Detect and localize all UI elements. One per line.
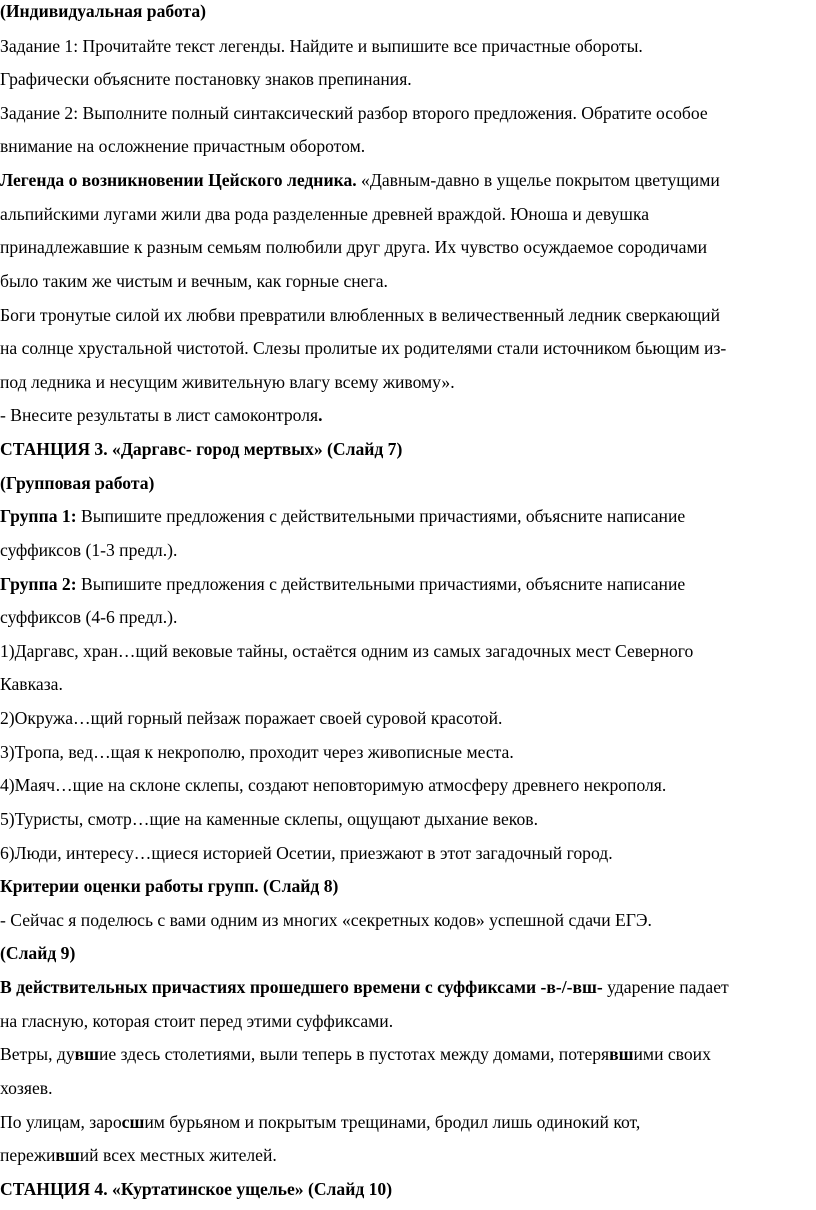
legend-line2: альпийскими лугами жили два рода разделенные древней враждой. Юноша и девушка xyxy=(0,204,650,224)
sentence-1: 1)Даргавс, хран…щий вековые тайны, остаётся одним из самых загадочных мест Северного xyxy=(0,641,694,661)
legend-line3: принадлежавшие к разным семьям полюбили друг друга. Их чувство осуждаемое сородичами xyxy=(0,237,707,257)
legend-line4: было таким же чистым и вечным, как горные снега. xyxy=(0,271,388,291)
group1-task: Группа 1: Выпишите предложения с действительными причастиями, объясните написание xyxy=(0,506,686,526)
rule-line1: В действительных причастиях прошедшего времени с суффиксами -в-/-вш- ударение падает xyxy=(0,977,729,997)
rule-line2: на гласную, которая стоит перед этими суффиксами. xyxy=(0,1011,394,1031)
task1-line1: Задание 1: Прочитайте текст легенды. Найдите и выпишите все причастные обороты. xyxy=(0,36,643,56)
sentence-2: 2)Окружа…щий горный пейзаж поражает своей суровой красотой. xyxy=(0,708,503,728)
example1-line2: хозяев. xyxy=(0,1078,53,1098)
sentence-4: 4)Маяч…щие на склоне склепы, создают неповторимую атмосферу древнего некрополя. xyxy=(0,775,667,795)
legend-line7: под ледника и несущим живительную влагу всему живому». xyxy=(0,372,455,392)
sentence-6: 6)Люди, интересу…щиеся историей Осетии, приезжают в этот загадочный город. xyxy=(0,843,613,863)
example1-line1: Ветры, дувшие здесь столетиями, выли теперь в пустотах между домами, потерявшими своих xyxy=(0,1044,711,1064)
group1-label: Группа 1: xyxy=(0,506,77,526)
secret-codes-line: - Сейчас я поделюсь с вами одним из многих «секретных кодов» успешной сдачи ЕГЭ. xyxy=(0,910,652,930)
legend-line5: Боги тронутые силой их любви превратили влюбленных в величественный ледник сверкающий xyxy=(0,305,721,325)
sentence-3: 3)Тропа, вед…щая к некрополю, проходит через живописные места. xyxy=(0,742,514,762)
task2-line1: Задание 2: Выполните полный синтаксический разбор второго предложения. Обратите особое xyxy=(0,103,708,123)
sentence-5: 5)Туристы, смотр…щие на каменные склепы, ощущают дыхание веков. xyxy=(0,809,538,829)
task1-line2: Графически объясните постановку знаков препинания. xyxy=(0,69,412,89)
station3-heading: СТАНЦИЯ 3. «Даргавс- город мертвых» (Слайд 7) xyxy=(0,439,403,459)
example2-line1: По улицам, заросшим бурьяном и покрытым трещинами, бродил лишь одинокий кот, xyxy=(0,1112,641,1132)
group2-label: Группа 2: xyxy=(0,574,77,594)
legend-text-start: «Давным-давно в ущелье покрытом цветущими xyxy=(356,170,720,190)
self-control-instruction: - Внесите результаты в лист самоконтроля. xyxy=(0,405,323,425)
group1-task-cont: суффиксов (1-3 предл.). xyxy=(0,540,178,560)
slide9-label: (Слайд 9) xyxy=(0,943,76,963)
group2-task: Группа 2: Выпишите предложения с действительными причастиями, объясните написание xyxy=(0,574,686,594)
task2-line2: внимание на осложнение причастным оборотом. xyxy=(0,136,366,156)
legend-line1 xyxy=(0,170,720,190)
individual-work-heading: (Индивидуальная работа) xyxy=(0,1,207,21)
group2-task-cont: суффиксов (4-6 предл.). xyxy=(0,607,178,627)
legend-title: Легенда о возникновении Цейского ледника. xyxy=(0,170,357,190)
legend-line6: на солнце хрустальной чистотой. Слезы пролитые их родителями стали источником бьющим из- xyxy=(0,338,727,358)
example2-line2: переживший всех местных жителей. xyxy=(0,1145,277,1165)
group-work-heading: (Групповая работа) xyxy=(0,473,155,493)
criteria-heading: Критерии оценки работы групп. (Слайд 8) xyxy=(0,876,339,896)
sentence-1-cont: Кавказа. xyxy=(0,674,63,694)
station4-heading: СТАНЦИЯ 4. «Куртатинское ущелье» (Слайд 10) xyxy=(0,1179,393,1199)
rule-bold-text: В действительных причастиях прошедшего времени с суффиксами -в-/-вш- xyxy=(0,977,603,997)
